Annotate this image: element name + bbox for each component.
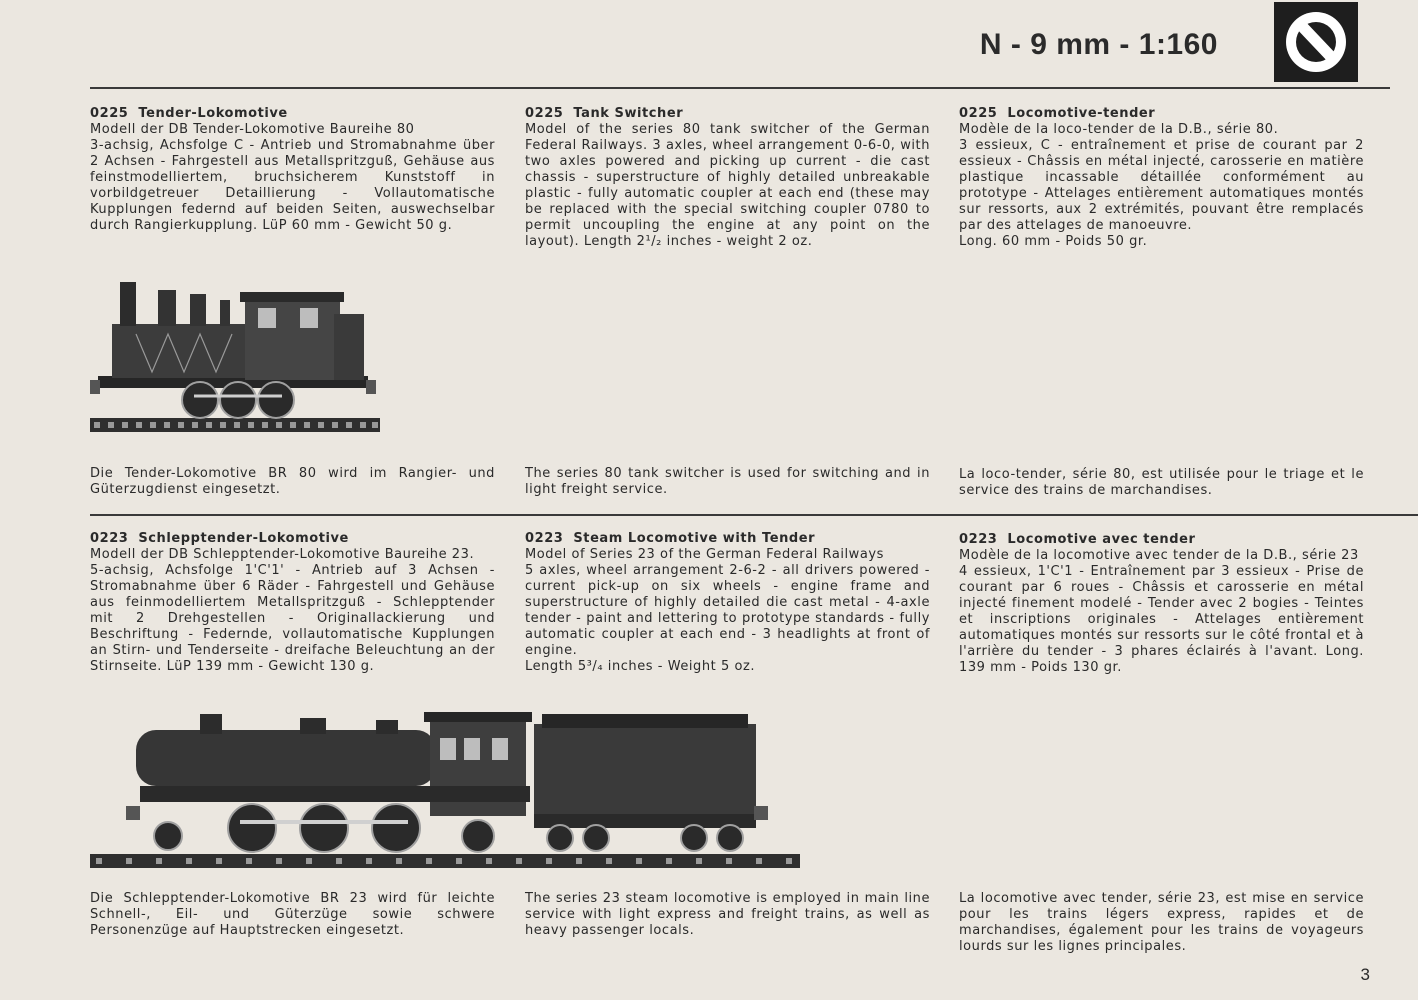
section1-german-heading: 0225 Tender-Lokomotive	[90, 106, 288, 121]
section1-english-heading: 0225 Tank Switcher	[525, 106, 684, 121]
section2-english-heading: 0223 Steam Locomotive with Tender	[525, 531, 816, 546]
section-divider	[90, 514, 1418, 516]
section1-english-caption: The series 80 tank switcher is used for switching and in light freight service.	[525, 466, 930, 497]
section1-english-body: Model of the series 80 tank switcher of the German Federal Railways. 3 axles, wheel arrangement 0-6-0, with two axles powered and picking up current - die cast chassis - superstructure of highly detailed unbreakable plastic - fully automatic coupler at each end (these may be replaced with the special switching coupler 0780 to permit uncoupling the engine at any point on the layout). Length 2¹/₂ inches - weight 2 oz.	[525, 122, 930, 249]
page-number: 3	[1360, 965, 1370, 984]
section1-german-caption: Die Tender-Lokomotive BR 80 wird im Rangier- und Güterzugdienst eingesetzt.	[90, 466, 495, 497]
section2-german	[90, 531, 495, 675]
section1-french	[959, 106, 1364, 250]
section2-french-heading: 0223 Locomotive avec tender	[959, 532, 1196, 547]
section1-french-heading: 0225 Locomotive-tender	[959, 106, 1156, 121]
section2-french-caption: La locomotive avec tender, série 23, est mise en service pour les trains légers express, rapides et de marchandises, également pour les trains de voyageurs lourds sur les lignes principales.	[959, 891, 1364, 954]
section1-english	[525, 106, 930, 250]
section2-english	[525, 531, 930, 675]
section2-german-caption: Die Schlepptender-Lokomotive BR 23 wird für leichte Schnell-, Eil- und Güterzüge sowie schwere Personenzüge auf Hauptstrecken eingesetzt.	[90, 891, 495, 938]
header-rule	[90, 87, 1390, 89]
section1-french-caption: La loco-tender, série 80, est utilisée pour le triage et le service des trains de marchandises.	[959, 467, 1364, 498]
steam-locomotive-image	[90, 710, 802, 876]
section2-german-body: Modell der DB Schlepptender-Lokomotive Baureihe 23. 5-achsig, Achsfolge 1'C'1' - Antrieb auf 3 Achsen - Stromabnahme über 6 Räder - Fahrgestell und Gehäuse aus feinmodelliertem Metallspritzguß - Schlepptender mit 2 Drehgestellen - Originallackierung und Beschriftung - Federnde, vollautomatische Kupplungen an Stirn- und Tenderseite - dreifache Beleuchtung an der Stirnseite. LüP 139 mm - Gewicht 130 g.	[90, 547, 495, 674]
section2-german-heading: 0223 Schlepptender-Lokomotive	[90, 531, 349, 546]
section1-french-body: Modèle de la loco-tender de la D.B., série 80. 3 essieux, C - entraînement et prise de courant par 2 essieux - Châssis en métal injecté, carosserie en matière plastique incassable détaillée conformément au prototype - Attelages entièrement automatiques montés sur ressorts, aux 2 extrémités, pouvant être remplacés par des attelages de manoeuvre. Long. 60 mm - Poids 50 gr.	[959, 122, 1364, 249]
section1-german	[90, 106, 495, 234]
section2-english-caption: The series 23 steam locomotive is employed in main line service with light express and freight trains, as well as heavy passenger locals.	[525, 891, 930, 938]
section2-french	[959, 532, 1364, 676]
section2-english-body: Model of Series 23 of the German Federal Railways 5 axles, wheel arrangement 2-6-2 - all drivers powered - current pick-up on six wheels - engine frame and superstructure of highly detailed die cast metal - 4-axle tender - paint and lettering to prototype standards - fully automatic coupler at each end - 3 headlights at front of engine. Length 5³/₄ inches - Weight 5 oz.	[525, 547, 930, 674]
brand-logo-icon	[1274, 2, 1358, 82]
section2-french-body: Modèle de la locomotive avec tender de la D.B., série 23 4 essieux, 1'C'1 - Entraînement par 3 essieux - Prise de courant par 6 roues - Châssis et carosserie en métal injecté finement modelé - Tender avec 2 bogies - Teintes et inscriptions originales - Attelages entièrement automatiques montés sur ressorts sur le côté frontal et à l'arrière du tender - 3 phares éclairés à l'avant. Long. 139 mm - Poids 130 gr.	[959, 548, 1364, 675]
section1-german-body: Modell der DB Tender-Lokomotive Baureihe 80 3-achsig, Achsfolge C - Antrieb und Stromabnahme über 2 Achsen - Fahrgestell aus Metallspritzguß, Gehäuse aus feinstmodelliertem, bruchsicherem Kunststoff in vorbildgetreuer Detaillierung - Vollautomatische Kupplungen federnd auf beiden Seiten, auswechselbar durch Rangierkupplung. LüP 60 mm - Gewicht 50 g.	[90, 122, 495, 233]
scale-title: N - 9 mm - 1:160	[979, 28, 1218, 61]
tank-locomotive-image	[90, 278, 382, 436]
